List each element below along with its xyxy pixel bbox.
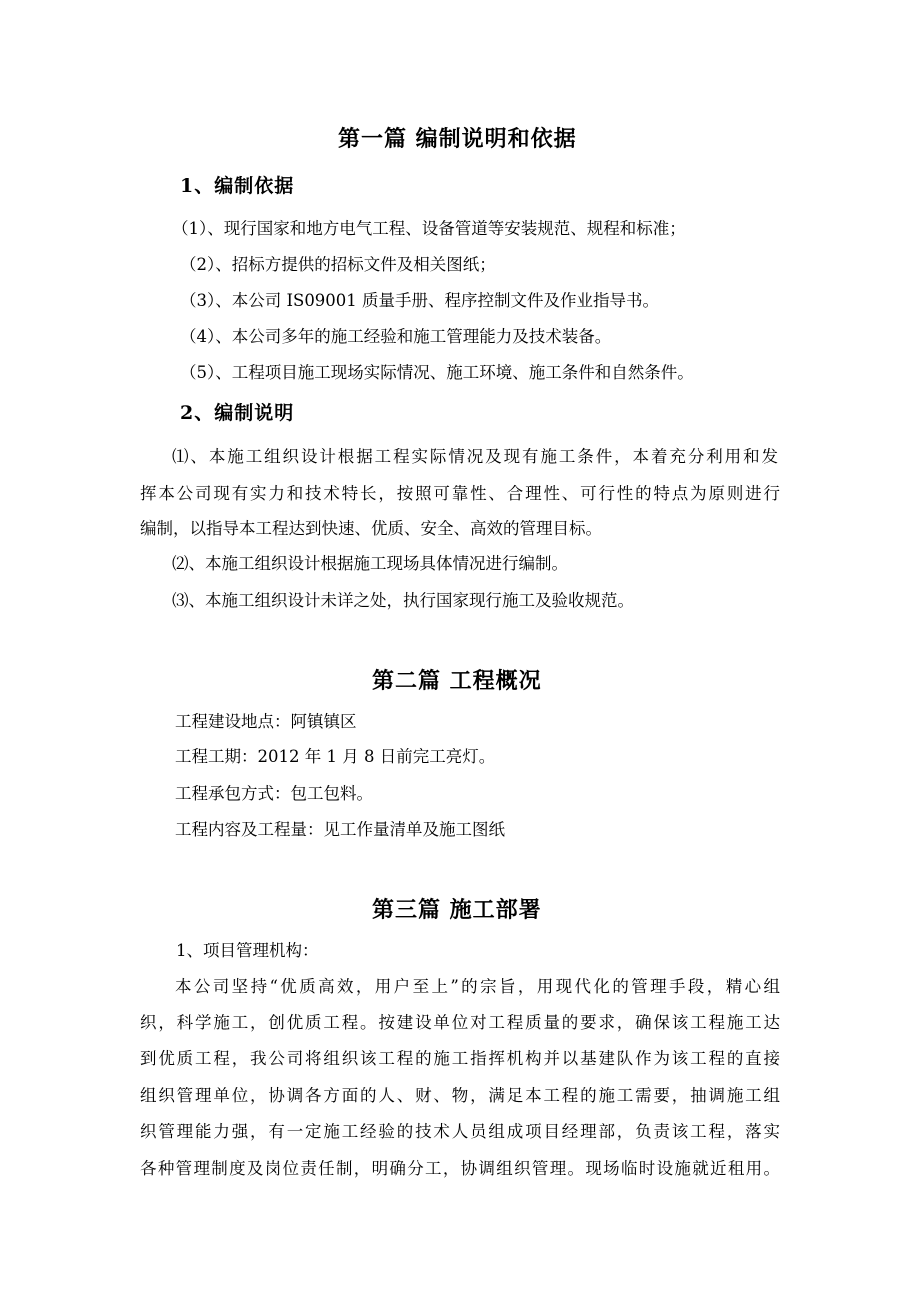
overview-location: 工程建设地点：阿镇镇区 bbox=[175, 712, 357, 731]
overview-duration: 工程工期：2012 年 1 月 8 日前完工亮灯。 bbox=[175, 747, 496, 766]
explanation-para1-line1: ⑴、本施工组织设计根据工程实际情况及现有施工条件，本着充分利用和发 bbox=[172, 447, 778, 466]
basis-item-1: （1）、现行国家和地方电气工程、设备管道等安装规范、规程和标准； bbox=[172, 219, 686, 238]
section2-heading: 2、编制说明 bbox=[180, 402, 295, 424]
overview-contract: 工程承包方式：包工包料。 bbox=[175, 784, 373, 803]
explanation-para1-line2: 挥本公司现有实力和技术特长，按照可靠性、合理性、可行性的特点为原则进行 bbox=[140, 484, 780, 503]
explanation-para1-line3: 编制，以指导本工程达到快速、优质、安全、高效的管理目标。 bbox=[140, 519, 602, 538]
deploy-para-line1: 本公司坚持“优质高效，用户至上”的宗旨，用现代化的管理手段，精心组 bbox=[175, 977, 780, 996]
deploy-para-line2: 织，科学施工，创优质工程。按建设单位对工程质量的要求，确保该工程施工达 bbox=[140, 1013, 780, 1032]
part1-title: 第一篇 编制说明和依据 bbox=[338, 126, 577, 152]
explanation-item-3: ⑶、本施工组织设计未详之处，执行国家现行施工及验收规范。 bbox=[172, 591, 634, 610]
basis-item-3: （3）、本公司 IS09001 质量手册、程序控制文件及作业指导书。 bbox=[180, 291, 660, 310]
section1-heading: 1、编制依据 bbox=[180, 175, 295, 197]
basis-item-4: （4）、本公司多年的施工经验和施工管理能力及技术装备。 bbox=[180, 327, 612, 346]
basis-item-5: （5）、工程项目施工现场实际情况、施工环境、施工条件和自然条件。 bbox=[180, 363, 694, 382]
overview-scope: 工程内容及工程量：见工作量清单及施工图纸 bbox=[175, 820, 505, 839]
part2-title: 第二篇 工程概况 bbox=[372, 668, 542, 694]
deploy-para-line4: 组织管理单位，协调各方面的人、财、物，满足本工程的施工需要，抽调施工组 bbox=[140, 1086, 780, 1105]
explanation-item-2: ⑵、本施工组织设计根据施工现场具体情况进行编制。 bbox=[172, 554, 568, 573]
basis-item-2: （2）、招标方提供的招标文件及相关图纸； bbox=[180, 255, 496, 274]
deploy-para-line3: 到优质工程，我公司将组织该工程的施工指挥机构并以基建队作为该工程的直接 bbox=[140, 1049, 780, 1068]
management-subheading: 1、项目管理机构： bbox=[176, 941, 319, 960]
deploy-para-line5: 织管理能力强，有一定施工经验的技术人员组成项目经理部，负责该工程，落实 bbox=[140, 1122, 780, 1141]
deploy-para-line6: 各种管理制度及岗位责任制，明确分工，协调组织管理。现场临时设施就近租用。 bbox=[140, 1159, 780, 1178]
part3-title: 第三篇 施工部署 bbox=[372, 897, 542, 923]
